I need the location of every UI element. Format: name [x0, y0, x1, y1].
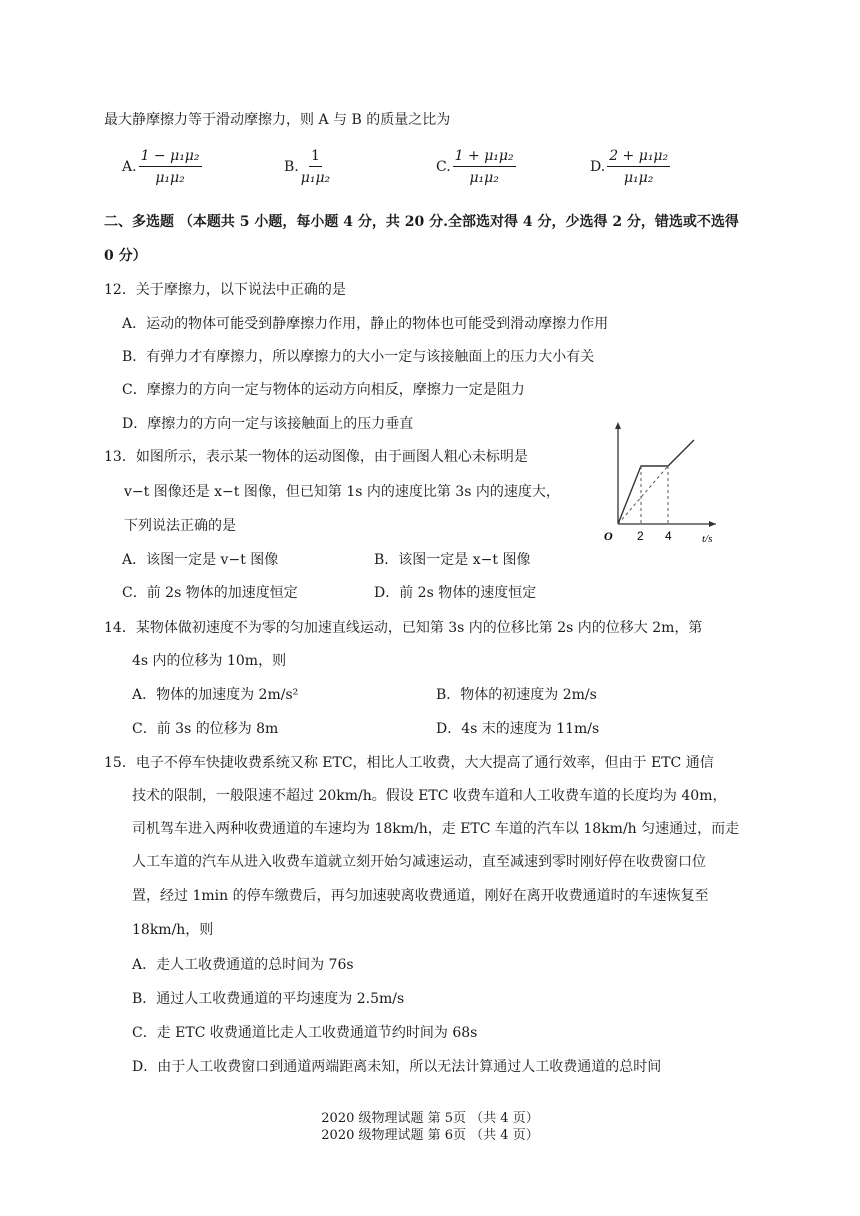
q14-stem-line1: 14．某物体做初速度不为零的匀加速直线运动，已知第 3s 内的位移比第 2s 内的位移大 2m，第 — [104, 620, 703, 636]
q15-line1: 15．电子不停车快捷收费系统又称 ETC，相比人工收费，大大提高了通行效率，但由于 ETC 通信 — [104, 755, 714, 771]
q14-stem-line2: 4s 内的位移为 10m，则 — [132, 653, 287, 669]
fraction-numerator: 2 + μ₁μ₂ — [607, 148, 670, 167]
q12-option-d: D．摩擦力的方向一定与该接触面上的压力垂直 — [122, 416, 414, 432]
q14-option-a: A．物体的加速度为 2m/s² — [132, 687, 299, 703]
q15-option-d: D．由于人工收费窗口到通道两端距离未知，所以无法计算通过人工收费通道的总时间 — [132, 1059, 662, 1075]
q12-option-a: A．运动的物体可能受到静摩擦力作用，静止的物体也可能受到滑动摩擦力作用 — [122, 316, 609, 332]
q13-option-d: D．前 2s 物体的速度恒定 — [374, 585, 537, 601]
q13-option-c: C．前 2s 物体的加速度恒定 — [122, 585, 298, 601]
q15-line3: 司机驾车进入两种收费通道的车速均为 18km/h，走 ETC 车道的汽车以 18km/h 匀速通过，而走 — [132, 821, 740, 837]
fraction-denominator: μ₁μ₂ — [300, 170, 331, 186]
q15-option-c: C．走 ETC 收费通道比走人工收费通道节约时间为 68s — [132, 1025, 478, 1041]
q12-stem: 12．关于摩擦力，以下说法中正确的是 — [104, 282, 346, 298]
fraction-numerator: 1 − μ₁μ₂ — [139, 148, 202, 167]
fraction-denominator: μ₁μ₂ — [155, 170, 185, 186]
guide-diagonal — [618, 466, 668, 524]
q11-option-d — [590, 148, 670, 186]
motion-graph-figure — [588, 418, 722, 552]
q15-line2: 技术的限制，一般限速不超过 20km/h。假设 ETC 收费车道和人工收费车道的长度均为 40m， — [132, 788, 727, 804]
q14-option-c: C．前 3s 的位移为 8m — [132, 721, 279, 737]
section-heading-line1: 二、多选题 （本题共 5 小题，每小题 4 分，共 20 分.全部选对得 4 分，少选得 2 分，错选或不选得 — [104, 214, 739, 230]
option-label: C. — [436, 159, 451, 175]
page-footer-line1: 2020 级物理试题 第 5页 （共 4 页） — [321, 1111, 539, 1126]
q15-option-b: B．通过人工收费通道的平均速度为 2.5m/s — [132, 991, 405, 1007]
t-axis-label: t/s — [702, 533, 713, 545]
q12-option-c: C．摩擦力的方向一定与物体的运动方向相反，摩擦力一定是阻力 — [122, 382, 525, 398]
fraction-numerator: 1 — [309, 148, 322, 167]
page-footer-line2: 2020 级物理试题 第 6页 （共 4 页） — [321, 1128, 539, 1143]
q15-line6: 18km/h，则 — [132, 922, 214, 938]
tick-label-4: 4 — [665, 529, 672, 543]
q12-option-b: B．有弹力才有摩擦力，所以摩擦力的大小一定与该接触面上的压力大小有关 — [122, 349, 595, 365]
q13-option-a: A．该图一定是 v−t 图像 — [122, 552, 279, 568]
q11-option-c — [436, 148, 516, 186]
section-heading-line2: 0 分） — [104, 248, 147, 264]
q13-stem-line3: 下列说法正确的是 — [124, 518, 236, 534]
q14-option-d: D．4s 末的速度为 11m/s — [436, 721, 600, 737]
graph-line — [618, 440, 694, 524]
q15-option-a: A．走人工收费通道的总时间为 76s — [132, 957, 354, 973]
q14-option-b: B．物体的初速度为 2m/s — [436, 687, 597, 703]
q13-stem-line2: v−t 图像还是 x−t 图像，但已知第 1s 内的速度比第 3s 内的速度大， — [124, 484, 560, 500]
t-axis-arrow-icon — [709, 521, 716, 527]
q11-option-a — [122, 148, 202, 186]
q15-line5: 置，经过 1min 的停车缴费后，再匀加速驶离收费通道，刚好在离开收费通道时的车速恢复至 — [132, 888, 709, 904]
fraction-numerator: 1 + μ₁μ₂ — [453, 148, 516, 167]
vertical-axis-arrow-icon — [615, 422, 621, 429]
option-label: D. — [590, 159, 606, 175]
q13-stem-line1: 13．如图所示，表示某一物体的运动图像，由于画图人粗心未标明是 — [104, 449, 528, 465]
q11-option-b — [284, 148, 330, 186]
q11-stem-tail: 最大静摩擦力等于滑动摩擦力，则 A 与 B 的质量之比为 — [104, 112, 451, 128]
fraction-denominator: μ₁μ₂ — [623, 170, 654, 186]
origin-label: O — [604, 529, 613, 543]
fraction-denominator: μ₁μ₂ — [469, 170, 499, 186]
option-label: B. — [284, 159, 299, 175]
option-label: A. — [122, 159, 137, 175]
q13-option-b: B．该图一定是 x−t 图像 — [374, 552, 531, 568]
tick-label-2: 2 — [637, 529, 644, 543]
q15-line4: 人工车道的汽车从进入收费车道就立刻开始匀减速运动，直至减速到零时刚好停在收费窗口位 — [132, 854, 706, 870]
